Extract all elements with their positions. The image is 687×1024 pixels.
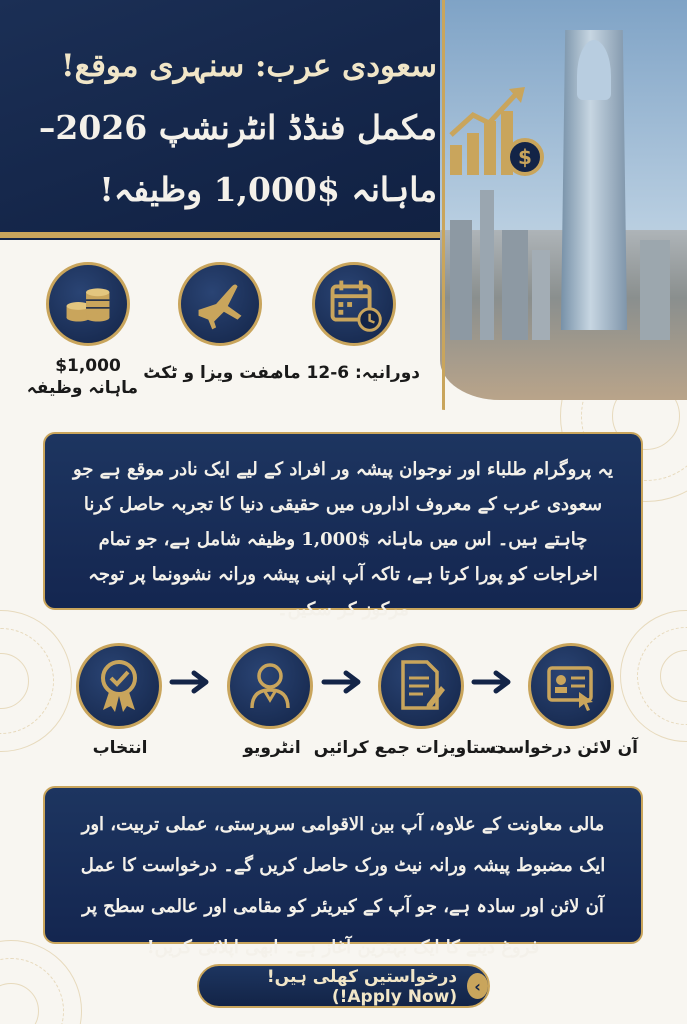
step-selection-circle <box>76 643 162 729</box>
step-interview-label: انٹرویو <box>243 738 301 758</box>
airplane-icon <box>181 265 259 343</box>
building <box>640 240 670 340</box>
step-arrow-icon <box>470 668 518 696</box>
feature-stipend-amount: $1,000 <box>55 356 121 376</box>
closing-paragraph: مالی معاونت کے علاوہ، آپ بین الاقوامی سرپرستی، عملی تربیت، اور ایک مضبوط پیشہ ورانہ نیٹ ورک حاصل کریں گے۔ درخواست کا عمل آن لائن اور سادہ ہے، جو آپ کے کیریئر کو مقامی اور عالمی سطح پر فروغ دینے کا ایک بہترین آغاز ہے۔ ابھی اپلائی کریں! <box>80 814 606 958</box>
intro-paragraph: یہ پروگرام طلباء اور نوجوان پیشہ ور افراد کے لیے ایک نادر موقع ہے جو سعودی عرب کے معروف اداروں میں حقیقی دنیا کا تجربہ حاصل کرنا چاہتے ہیں۔ اس میں ماہانہ $1,000 وظیفہ شامل ہے، جو تمام اخراجات کو پورا کرتا ہے، تاکہ آپ اپنی پیشہ ورانہ نشوونما پر توجہ مرکوز کر سکیں۔ <box>72 459 614 620</box>
title-line-3: ماہانہ $1,000 وظیفہ! <box>99 170 437 209</box>
calendar-icon <box>315 265 393 343</box>
document-submit-icon <box>381 646 461 726</box>
step-arrow-icon <box>320 668 368 696</box>
riyadh-skyline-image <box>440 0 687 400</box>
title-line-2: مکمل فنڈڈ انٹرنشپ 2026– <box>38 108 437 147</box>
building <box>450 220 472 340</box>
step-online-application-circle <box>528 643 614 729</box>
intro-text-box <box>43 432 643 620</box>
title-line-1: سعودی عرب: سنہری موقع! <box>60 48 437 84</box>
closing-text-box <box>43 786 643 958</box>
step-documents-label: دستاویزات جمع کرائیں <box>313 738 505 758</box>
growth-chart-dollar-icon <box>445 85 545 180</box>
apply-now-label: درخواستیں کھلی ہیں! (Apply Now!) <box>266 966 458 1007</box>
feature-stipend-text: ماہانہ وظیفہ <box>26 378 138 398</box>
building <box>532 250 550 340</box>
feature-duration-label: دورانیہ: 6-12 ماہ <box>273 363 420 383</box>
step-interview-circle <box>227 643 313 729</box>
online-application-icon <box>531 646 611 726</box>
feature-stipend-circle <box>46 262 130 346</box>
step-selection-label: انتخاب <box>92 738 148 758</box>
coins-icon <box>49 265 127 343</box>
step-documents-circle <box>378 643 464 729</box>
building <box>502 230 528 340</box>
apply-now-button[interactable] <box>197 964 490 1008</box>
decorative-mandala-mid-right <box>620 610 687 742</box>
feature-visa-label: مفت ویزا و ٹکٹ <box>143 363 280 383</box>
step-online-application-label: آن لائن درخواست <box>489 738 638 758</box>
decorative-mandala-mid-left <box>0 610 72 752</box>
svg-text:$: $ <box>518 145 532 169</box>
interview-icon <box>230 646 310 726</box>
feature-stipend-label <box>26 355 138 399</box>
feature-visa-circle <box>178 262 262 346</box>
header-gold-stripe <box>0 232 460 238</box>
selection-badge-icon <box>79 646 159 726</box>
step-arrow-icon <box>168 668 216 696</box>
chevron-left-icon: ‹ <box>467 973 488 999</box>
building <box>480 190 494 340</box>
feature-duration-circle <box>312 262 396 346</box>
